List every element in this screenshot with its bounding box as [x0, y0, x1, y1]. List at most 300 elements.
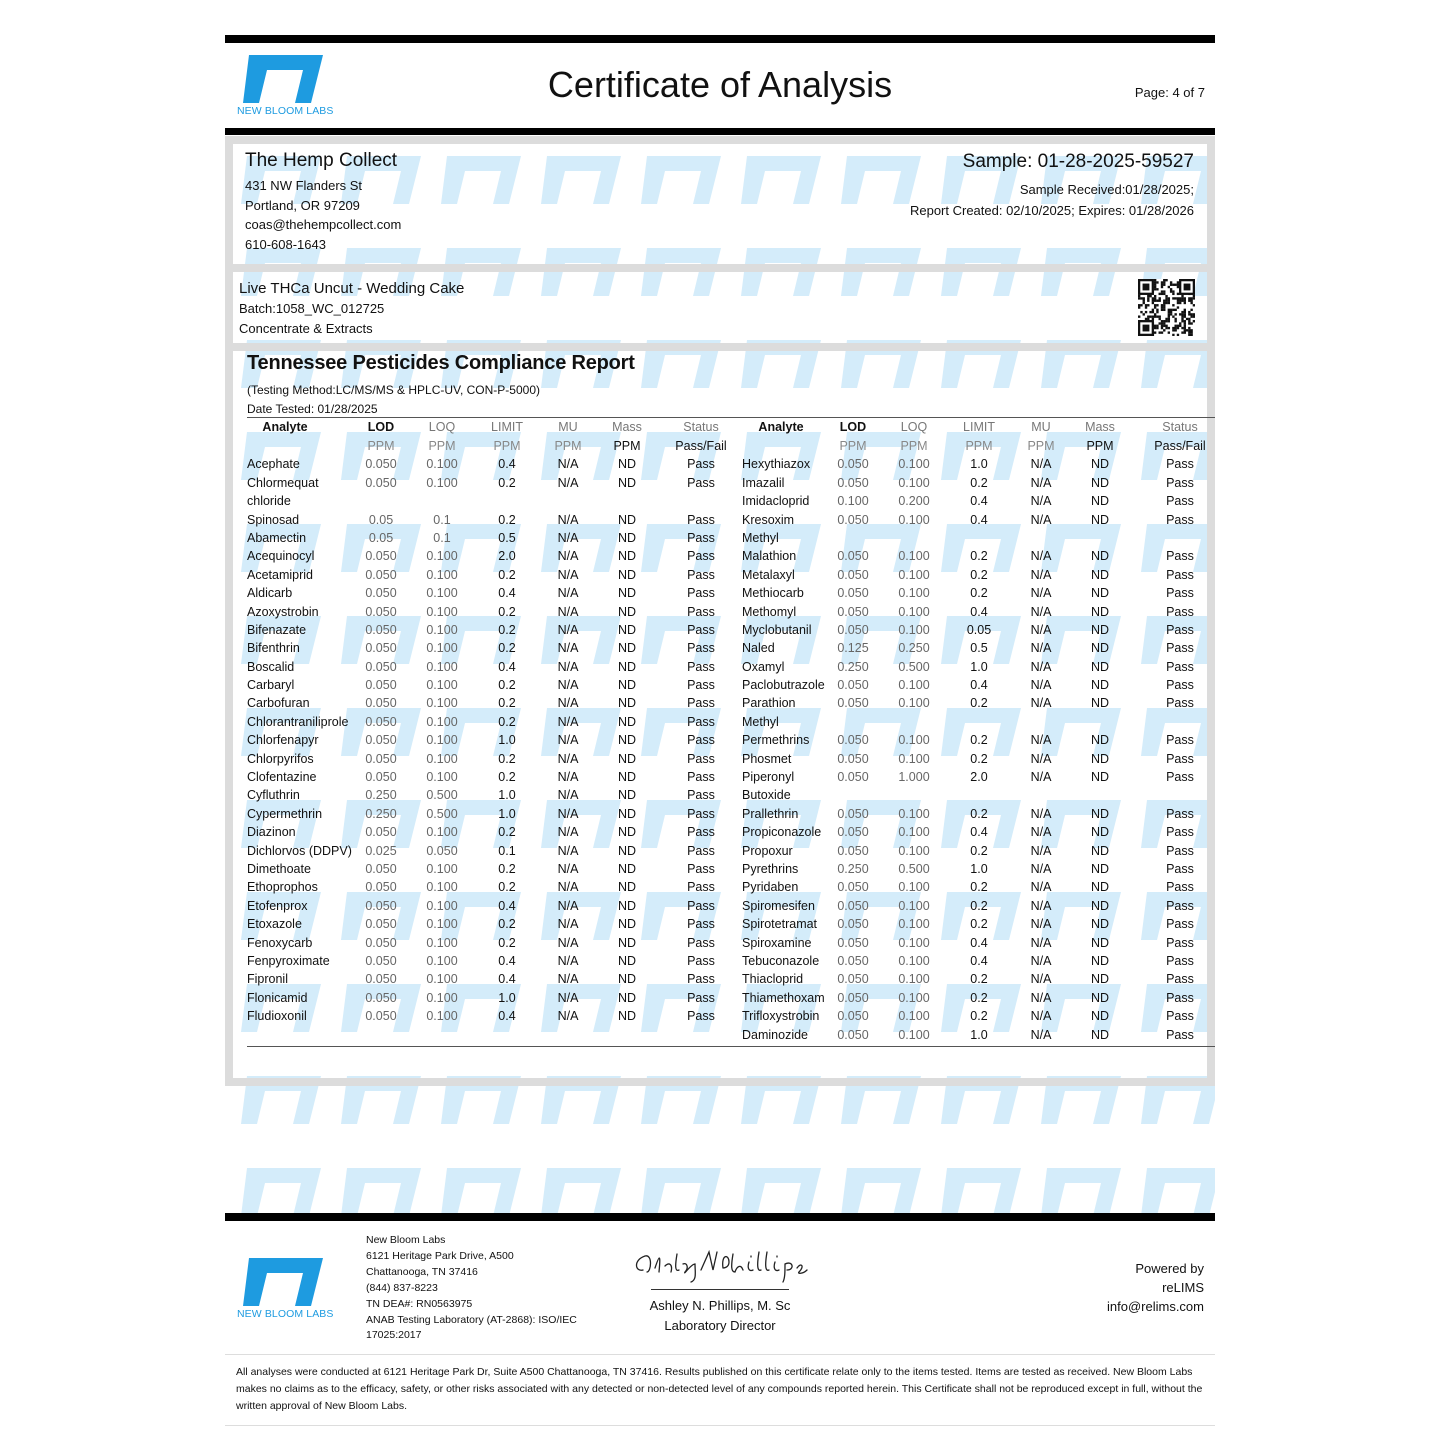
status-value: Pass — [1166, 659, 1194, 674]
table-row — [247, 786, 741, 804]
table-row — [741, 511, 1215, 529]
loq-value: 0.100 — [426, 475, 458, 490]
limit-value: 0.4 — [498, 972, 516, 987]
mass-value: ND — [1090, 475, 1110, 490]
loq-value: 0.100 — [898, 935, 930, 950]
qr-code-icon[interactable] — [1138, 279, 1195, 336]
mass-value: ND — [1090, 494, 1110, 509]
unit-loq: PPM — [428, 439, 456, 453]
mu-value: N/A — [557, 733, 579, 748]
analyte-name: Clofentazine — [247, 770, 317, 785]
lab-phone: (844) 837-8223 — [366, 1281, 438, 1294]
results-table-right — [741, 417, 1215, 1047]
status-value: Pass — [687, 512, 715, 527]
table-row — [247, 731, 741, 749]
status-value: Pass — [1166, 475, 1194, 490]
status-value: Pass — [687, 678, 715, 693]
table-row — [247, 474, 741, 492]
powered-by — [1107, 1259, 1204, 1316]
limit-value: 0.2 — [498, 935, 516, 950]
mu-value: N/A — [557, 935, 579, 950]
loq-value: 0.200 — [898, 494, 930, 509]
table-row — [247, 603, 741, 621]
lod-value: 0.050 — [365, 567, 397, 582]
analyte-name: Abamectin — [247, 530, 307, 545]
limit-value: 0.2 — [498, 714, 516, 729]
product-batch: Batch:1058_WC_012725 — [239, 301, 385, 316]
unit-mass: PPM — [613, 439, 641, 453]
status-value: Pass — [687, 788, 715, 803]
mu-value: N/A — [1030, 512, 1052, 527]
mass-value: ND — [617, 659, 637, 674]
status-value: Pass — [1166, 825, 1194, 840]
status-value: Pass — [1166, 457, 1194, 472]
loq-value: 0.100 — [898, 1027, 930, 1042]
status-value: Pass — [1166, 586, 1194, 601]
lod-value: 0.050 — [837, 843, 869, 858]
table-row — [247, 1007, 741, 1025]
mass-value: ND — [617, 641, 637, 656]
mu-value: N/A — [557, 549, 579, 564]
mu-value: N/A — [1030, 678, 1052, 693]
mu-value: N/A — [557, 567, 579, 582]
status-value: Pass — [687, 990, 715, 1005]
table-units-row — [247, 437, 741, 455]
column-header-mass: Mass — [612, 420, 642, 434]
lod-value: 0.050 — [365, 696, 397, 711]
client-email[interactable]: coas@thehempcollect.com — [245, 217, 402, 232]
mu-value: N/A — [557, 475, 579, 490]
column-header-analyte: Analyte — [262, 420, 308, 434]
limit-value: 0.2 — [498, 512, 516, 527]
signature-image — [625, 1242, 815, 1284]
loq-value: 0.100 — [898, 990, 930, 1005]
unit-mass: PPM — [1086, 439, 1114, 453]
mass-value: ND — [1090, 953, 1110, 968]
client-info — [245, 150, 401, 254]
table-row — [247, 897, 741, 915]
analyte-name: Diazinon — [247, 825, 296, 840]
loq-value: 0.100 — [898, 512, 930, 527]
lab-address-line1: 6121 Heritage Park Drive, A500 — [366, 1249, 514, 1262]
analyte-name: Fenpyroximate — [247, 953, 330, 968]
status-value: Pass — [687, 898, 715, 913]
status-value: Pass — [687, 641, 715, 656]
analyte-name: Fludioxonil — [247, 1009, 307, 1024]
table-row — [741, 731, 1215, 749]
mu-value: N/A — [1030, 935, 1052, 950]
lod-value: 0.050 — [365, 917, 397, 932]
table-row — [247, 970, 741, 988]
column-header-limit: LIMIT — [963, 420, 995, 434]
mass-value: ND — [617, 917, 637, 932]
table-row — [741, 897, 1215, 915]
limit-value: 0.2 — [498, 567, 516, 582]
table-row — [247, 639, 741, 657]
mass-value: ND — [617, 806, 637, 821]
lod-value: 0.050 — [365, 898, 397, 913]
unit-lod: PPM — [367, 439, 395, 453]
footer-lab-logo-icon — [237, 1258, 323, 1306]
section-divider — [233, 264, 1207, 272]
table-row — [247, 860, 741, 878]
disclaimer-text: All analyses were conducted at 6121 Heritage Park Dr, Suite A500 Chattanooga, TN 37416. Results published on this certificate relate only to the items tested. Items are tested as received. New Bloom Labs makes no claims as to the efficacy, safety, or other risks associated with any detected or non-detected level of any compounds reported herein. This Certificate shall not be reproduced except in full, without the written approval of New Bloom Labs. — [236, 1366, 1203, 1412]
table-row — [247, 658, 741, 676]
mass-value: ND — [617, 696, 637, 711]
analyte-name: Parathion — [742, 696, 796, 711]
mass-value: ND — [1090, 622, 1110, 637]
status-value: Pass — [687, 622, 715, 637]
table-row — [741, 1007, 1215, 1025]
status-value: Pass — [687, 567, 715, 582]
table-row — [741, 970, 1215, 988]
analyte-name: Chlorpyrifos — [247, 751, 314, 766]
mu-value: N/A — [1030, 953, 1052, 968]
status-value: Pass — [1166, 953, 1194, 968]
mass-value: ND — [1090, 917, 1110, 932]
loq-value: 0.100 — [898, 898, 930, 913]
mu-value: N/A — [1030, 861, 1052, 876]
table-row — [741, 823, 1215, 841]
mass-value: ND — [617, 622, 637, 637]
status-value: Pass — [1166, 604, 1194, 619]
mu-value: N/A — [1030, 622, 1052, 637]
loq-value: 0.100 — [898, 475, 930, 490]
lod-value: 0.050 — [837, 1009, 869, 1024]
loq-value: 0.100 — [898, 549, 930, 564]
mu-value: N/A — [557, 678, 579, 693]
mu-value: N/A — [557, 825, 579, 840]
mass-value: ND — [1090, 990, 1110, 1005]
table-row — [741, 860, 1215, 878]
column-header-mu: MU — [1031, 420, 1051, 434]
page-number: Page: 4 of 7 — [1134, 85, 1205, 100]
table-row — [247, 805, 741, 823]
analyte-name: Malathion — [742, 549, 797, 564]
status-value: Pass — [687, 861, 715, 876]
limit-value: 0.4 — [970, 512, 988, 527]
mu-value: N/A — [1030, 770, 1052, 785]
table-row — [741, 786, 1215, 804]
limit-value: 1.0 — [498, 733, 516, 748]
table-row — [741, 750, 1215, 768]
footer-lab-logo — [237, 1258, 337, 1320]
loq-value: 0.100 — [426, 825, 458, 840]
status-value: Pass — [1166, 549, 1194, 564]
lod-value: 0.050 — [837, 512, 869, 527]
lod-value: 0.050 — [837, 457, 869, 472]
table-row — [247, 823, 741, 841]
status-value: Pass — [687, 733, 715, 748]
mass-value: ND — [617, 475, 637, 490]
mu-value: N/A — [557, 751, 579, 766]
status-value: Pass — [1166, 880, 1194, 895]
loq-value: 0.100 — [426, 604, 458, 619]
analyte-name: Acequinocyl — [247, 549, 315, 564]
limit-value: 0.2 — [970, 696, 988, 711]
table-row — [247, 566, 741, 584]
analyte-name: Chlorantraniliprole — [247, 714, 349, 729]
column-header-analyte: Analyte — [758, 420, 804, 434]
lod-value: 0.050 — [837, 898, 869, 913]
loq-value: 0.100 — [426, 917, 458, 932]
analyte-name: Fipronil — [247, 972, 288, 987]
mass-value: ND — [1090, 806, 1110, 821]
lod-value: 0.050 — [837, 1027, 869, 1042]
status-value: Pass — [687, 935, 715, 950]
report-subtitle — [247, 381, 540, 419]
mu-value: N/A — [1030, 567, 1052, 582]
table-row — [741, 492, 1215, 510]
analyte-name: Azoxystrobin — [247, 604, 319, 619]
limit-value: 0.4 — [498, 1009, 516, 1024]
column-header-loq: LOQ — [428, 420, 456, 434]
analyte-name: Carbofuran — [247, 696, 310, 711]
mass-value: ND — [1090, 586, 1110, 601]
status-value: Pass — [687, 770, 715, 785]
status-value: Pass — [687, 972, 715, 987]
lod-value: 0.050 — [365, 641, 397, 656]
analyte-name: Propiconazole — [742, 825, 822, 840]
limit-value: 0.05 — [966, 622, 992, 637]
mass-value: ND — [1090, 972, 1110, 987]
status-value: Pass — [1166, 678, 1194, 693]
loq-value: 0.250 — [898, 641, 930, 656]
limit-value: 0.2 — [970, 549, 988, 564]
analyte-name: chloride — [247, 494, 291, 509]
table-row — [247, 621, 741, 639]
limit-value: 0.2 — [498, 917, 516, 932]
mu-value: N/A — [557, 659, 579, 674]
mass-value: ND — [617, 586, 637, 601]
analyte-name: Oxamyl — [742, 659, 785, 674]
loq-value: 0.100 — [426, 861, 458, 876]
status-value: Pass — [687, 1009, 715, 1024]
mu-value: N/A — [1030, 604, 1052, 619]
loq-value: 0.100 — [898, 1009, 930, 1024]
signature-block — [625, 1242, 815, 1335]
limit-value: 1.0 — [970, 457, 988, 472]
analyte-name: Ethoprophos — [247, 880, 318, 895]
table-row — [741, 805, 1215, 823]
lod-value: 0.050 — [365, 733, 397, 748]
loq-value: 0.100 — [426, 751, 458, 766]
table-row — [741, 474, 1215, 492]
loq-value: 0.500 — [426, 788, 458, 803]
limit-value: 0.2 — [498, 678, 516, 693]
footer-divider — [225, 1425, 1215, 1426]
loq-value: 0.100 — [426, 622, 458, 637]
mass-value: ND — [1090, 678, 1110, 693]
lod-value: 0.050 — [365, 751, 397, 766]
mass-value: ND — [617, 678, 637, 693]
loq-value: 0.100 — [898, 917, 930, 932]
table-row — [247, 842, 741, 860]
analyte-name: Dichlorvos (DDPV) — [247, 843, 352, 858]
lod-value: 0.050 — [365, 714, 397, 729]
limit-value: 0.2 — [498, 696, 516, 711]
lod-value: 0.250 — [365, 788, 397, 803]
loq-value: 0.100 — [426, 567, 458, 582]
analyte-name: Hexythiazox — [742, 457, 811, 472]
mu-value: N/A — [557, 917, 579, 932]
limit-value: 0.2 — [498, 641, 516, 656]
table-row — [741, 842, 1215, 860]
limit-value: 1.0 — [970, 861, 988, 876]
lod-value: 0.050 — [365, 880, 397, 895]
mass-value: ND — [1090, 696, 1110, 711]
unit-limit: PPM — [493, 439, 521, 453]
table-row — [741, 547, 1215, 565]
table-row — [741, 603, 1215, 621]
analyte-name: Tebuconazole — [742, 953, 820, 968]
sample-info — [910, 151, 1194, 221]
table-row — [247, 713, 741, 731]
lab-logo-icon — [237, 55, 323, 103]
mass-value: ND — [1090, 549, 1110, 564]
loq-value: 0.100 — [898, 567, 930, 582]
status-value: Pass — [1166, 806, 1194, 821]
signatory-title: Laboratory Director — [664, 1317, 776, 1333]
table-row — [741, 529, 1215, 547]
client-phone: 610-608-1643 — [245, 236, 326, 252]
mass-value: ND — [1090, 751, 1110, 766]
lod-value: 0.050 — [365, 825, 397, 840]
table-header-row — [247, 418, 741, 437]
limit-value: 0.2 — [498, 475, 516, 490]
table-row — [741, 878, 1215, 896]
mu-value: N/A — [557, 714, 579, 729]
loq-value: 0.100 — [426, 714, 458, 729]
limit-value: 0.4 — [970, 953, 988, 968]
powered-by-label: Powered by — [1135, 1261, 1204, 1276]
loq-value: 0.100 — [426, 659, 458, 674]
analyte-name: Paclobutrazole — [742, 678, 825, 693]
unit-status: Pass/Fail — [675, 439, 727, 453]
status-value: Pass — [1166, 861, 1194, 876]
lod-value: 0.050 — [365, 953, 397, 968]
limit-value: 0.2 — [970, 733, 988, 748]
limit-value: 0.1 — [498, 843, 516, 858]
analyte-name: Metalaxyl — [742, 567, 795, 582]
lod-value: 0.050 — [837, 825, 869, 840]
analyte-name: Thiacloprid — [742, 972, 804, 987]
analyte-name: Methyl — [742, 530, 779, 545]
limit-value: 0.4 — [970, 494, 988, 509]
lod-value: 0.050 — [365, 861, 397, 876]
mu-value: N/A — [1030, 696, 1052, 711]
lod-value: 0.050 — [837, 751, 869, 766]
lod-value: 0.050 — [837, 475, 869, 490]
section-divider — [233, 343, 1207, 351]
mass-value: ND — [1090, 1027, 1110, 1042]
limit-value: 0.4 — [498, 953, 516, 968]
status-value: Pass — [1166, 843, 1194, 858]
status-value: Pass — [1166, 641, 1194, 656]
lab-accreditation-line2: 17025:2017 — [366, 1329, 422, 1342]
column-header-lod: LOD — [367, 420, 395, 434]
limit-value: 0.2 — [498, 825, 516, 840]
product-name: Live THCa Uncut - Wedding Cake — [239, 280, 465, 297]
limit-value: 0.4 — [970, 825, 988, 840]
limit-value: 1.0 — [498, 806, 516, 821]
lod-value: 0.250 — [365, 806, 397, 821]
unit-status: Pass/Fail — [1154, 439, 1206, 453]
limit-value: 0.2 — [970, 567, 988, 582]
status-value: Pass — [1166, 1009, 1194, 1024]
powered-by-name: reLIMS — [1162, 1280, 1204, 1295]
table-row — [741, 768, 1215, 786]
mu-value: N/A — [557, 843, 579, 858]
page-title: Certificate of Analysis — [547, 64, 893, 105]
loq-value: 0.100 — [898, 586, 930, 601]
lod-value: 0.050 — [837, 604, 869, 619]
mass-value: ND — [1090, 825, 1110, 840]
limit-value: 0.2 — [498, 770, 516, 785]
sample-id: Sample: 01-28-2025-59527 — [962, 151, 1194, 172]
limit-value: 0.2 — [970, 990, 988, 1005]
table-row — [247, 455, 741, 473]
unit-loq: PPM — [900, 439, 928, 453]
limit-value: 0.4 — [970, 604, 988, 619]
limit-value: 0.2 — [970, 806, 988, 821]
column-header-mass: Mass — [1085, 420, 1115, 434]
footer-rule — [225, 1213, 1215, 1221]
mass-value: ND — [1090, 641, 1110, 656]
mass-value: ND — [617, 861, 637, 876]
lod-value: 0.050 — [365, 622, 397, 637]
mu-value: N/A — [557, 770, 579, 785]
lod-value: 0.050 — [837, 733, 869, 748]
product-info — [239, 280, 464, 338]
product-category: Concentrate & Extracts — [239, 320, 373, 336]
mass-value: ND — [617, 714, 637, 729]
mu-value: N/A — [557, 530, 579, 545]
footer-divider — [225, 1354, 1215, 1355]
lod-value: 0.050 — [365, 972, 397, 987]
mass-value: ND — [1090, 604, 1110, 619]
mu-value: N/A — [557, 990, 579, 1005]
limit-value: 0.2 — [970, 898, 988, 913]
loq-value: 0.100 — [898, 972, 930, 987]
analyte-name: Imazalil — [742, 475, 785, 490]
lod-value: 0.050 — [837, 880, 869, 895]
limit-value: 0.2 — [970, 843, 988, 858]
mass-value: ND — [1090, 567, 1110, 582]
lod-value: 0.050 — [837, 935, 869, 950]
mass-value: ND — [617, 530, 637, 545]
table-header-row — [741, 418, 1215, 437]
mass-value: ND — [1090, 659, 1110, 674]
mass-value: ND — [617, 953, 637, 968]
powered-by-email[interactable]: info@relims.com — [1107, 1299, 1204, 1314]
mu-value: N/A — [1030, 751, 1052, 766]
table-row — [247, 768, 741, 786]
table-row — [741, 584, 1215, 602]
table-row — [741, 676, 1215, 694]
table-row — [741, 639, 1215, 657]
lod-value: 0.050 — [365, 1009, 397, 1024]
loq-value: 0.100 — [426, 549, 458, 564]
lod-value: 0.050 — [365, 990, 397, 1005]
mu-value: N/A — [557, 622, 579, 637]
table-row — [741, 713, 1215, 731]
limit-value: 1.0 — [970, 1027, 988, 1042]
client-name: The Hemp Collect — [245, 150, 398, 171]
analyte-name: Chlormequat — [247, 475, 319, 490]
status-value: Pass — [687, 825, 715, 840]
mass-value: ND — [1090, 512, 1110, 527]
